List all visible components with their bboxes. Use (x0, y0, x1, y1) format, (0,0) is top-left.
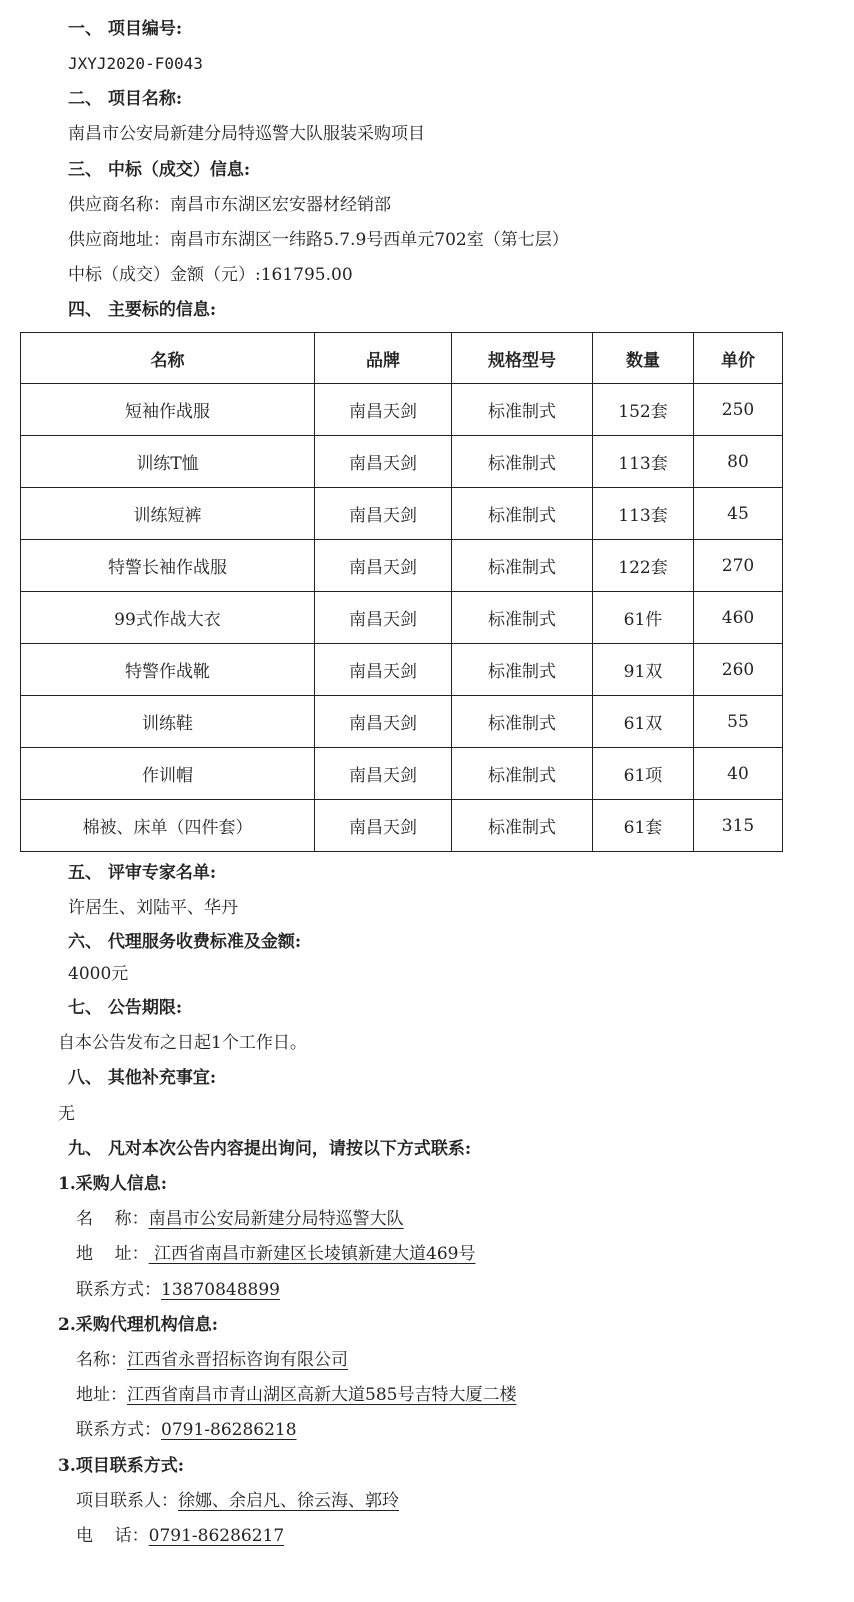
announcement-period: 自本公告发布之日起1个工作日。 (58, 1033, 307, 1053)
items-table (20, 332, 783, 852)
agency-name-value: 江西省永晋招标咨询有限公司 (127, 1350, 348, 1370)
project-contact-person-label: 项目联系人： (76, 1491, 178, 1511)
cell-quantity: 61双 (593, 696, 694, 748)
other-matters: 无 (58, 1104, 75, 1124)
cell-unit-price: 80 (694, 436, 783, 488)
cell-spec: 标准制式 (452, 540, 593, 592)
agency-address-row (76, 1384, 516, 1406)
table-row (21, 696, 783, 748)
cell-name: 训练T恤 (21, 436, 315, 488)
agency-heading: 2.采购代理机构信息: (58, 1315, 219, 1335)
table-row (21, 748, 783, 800)
cell-name: 作训帽 (21, 748, 315, 800)
cell-brand: 南昌天剑 (315, 592, 452, 644)
cell-brand: 南昌天剑 (315, 748, 452, 800)
cell-brand: 南昌天剑 (315, 696, 452, 748)
purchaser-address-row (76, 1243, 475, 1265)
agency-contact-value: 0791-86286218 (161, 1420, 297, 1440)
cell-brand: 南昌天剑 (315, 644, 452, 696)
cell-unit-price: 260 (694, 644, 783, 696)
cell-spec: 标准制式 (452, 748, 593, 800)
cell-spec: 标准制式 (452, 488, 593, 540)
section-9-title: 九、 凡对本次公告内容提出询问，请按以下方式联系: (68, 1139, 472, 1159)
cell-spec: 标准制式 (452, 384, 593, 436)
purchaser-name-value: 南昌市公安局新建分局特巡警大队 (148, 1209, 404, 1229)
project-contact-phone-row (76, 1525, 284, 1547)
cell-unit-price: 55 (694, 696, 783, 748)
cell-name: 99式作战大衣 (21, 592, 315, 644)
cell-name: 棉被、床单（四件套） (21, 800, 315, 852)
winning-amount: 中标（成交）金额（元）:161795.00 (68, 265, 353, 285)
section-8-title: 八、 其他补充事宜: (68, 1068, 217, 1088)
cell-brand: 南昌天剑 (315, 436, 452, 488)
section-3-title: 三、 中标（成交）信息: (68, 160, 251, 180)
cell-name: 训练短裤 (21, 488, 315, 540)
supplier-address: 供应商地址：南昌市东湖区一纬路5.7.9号西单元702室（第七层） (68, 230, 569, 250)
header-name: 名称 (21, 333, 315, 384)
section-1-title: 一、 项目编号: (68, 19, 183, 39)
cell-unit-price: 270 (694, 540, 783, 592)
cell-spec: 标准制式 (452, 800, 593, 852)
section-7-title: 七、 公告期限: (68, 998, 183, 1018)
project-contact-heading: 3.项目联系方式: (58, 1456, 185, 1476)
table-row (21, 800, 783, 852)
purchaser-contact-label: 联系方式： (76, 1280, 161, 1300)
agency-address-label: 地址： (76, 1385, 127, 1405)
table-row (21, 540, 783, 592)
cell-name: 训练鞋 (21, 696, 315, 748)
table-row (21, 592, 783, 644)
cell-name: 特警作战靴 (21, 644, 315, 696)
agency-contact-row (76, 1419, 297, 1441)
project-contact-phone-label: 电 话： (76, 1526, 149, 1546)
agency-name-row (76, 1349, 348, 1371)
cell-quantity: 122套 (593, 540, 694, 592)
cell-brand: 南昌天剑 (315, 540, 452, 592)
cell-quantity: 61套 (593, 800, 694, 852)
table-row (21, 436, 783, 488)
table-row (21, 384, 783, 436)
cell-spec: 标准制式 (452, 696, 593, 748)
project-contact-person-row (76, 1490, 399, 1512)
header-brand: 品牌 (315, 333, 452, 384)
purchaser-address-label: 地 址： (76, 1244, 149, 1264)
project-contact-person-value: 徐娜、余启凡、徐云海、郭玲 (178, 1491, 399, 1511)
cell-spec: 标准制式 (452, 592, 593, 644)
cell-unit-price: 250 (694, 384, 783, 436)
purchaser-contact-row (76, 1279, 280, 1301)
table-row (21, 644, 783, 696)
cell-quantity: 152套 (593, 384, 694, 436)
purchaser-address-value: 江西省南昌市新建区长堎镇新建大道469号 (148, 1244, 476, 1264)
supplier-name: 供应商名称：南昌市东湖区宏安器材经销部 (68, 195, 391, 215)
cell-spec: 标准制式 (452, 644, 593, 696)
agency-address-value: 江西省南昌市青山湖区高新大道585号吉特大厦二楼 (127, 1385, 517, 1405)
cell-quantity: 113套 (593, 436, 694, 488)
agency-fee: 4000元 (68, 964, 129, 984)
cell-name: 短袖作战服 (21, 384, 315, 436)
cell-quantity: 61项 (593, 748, 694, 800)
cell-unit-price: 45 (694, 488, 783, 540)
cell-brand: 南昌天剑 (315, 384, 452, 436)
cell-quantity: 113套 (593, 488, 694, 540)
section-2-title: 二、 项目名称: (68, 89, 183, 109)
project-number: JXYJ2020-F0043 (68, 54, 203, 73)
purchaser-contact-value: 13870848899 (161, 1280, 280, 1300)
table-row (21, 488, 783, 540)
cell-quantity: 91双 (593, 644, 694, 696)
project-name: 南昌市公安局新建分局特巡警大队服装采购项目 (68, 124, 425, 144)
cell-unit-price: 460 (694, 592, 783, 644)
cell-quantity: 61件 (593, 592, 694, 644)
cell-name: 特警长袖作战服 (21, 540, 315, 592)
table-header-row (21, 333, 783, 384)
header-spec: 规格型号 (452, 333, 593, 384)
header-quantity: 数量 (593, 333, 694, 384)
cell-brand: 南昌天剑 (315, 488, 452, 540)
section-5-title: 五、 评审专家名单: (68, 863, 217, 883)
purchaser-heading: 1.采购人信息: (58, 1174, 168, 1194)
header-unit-price: 单价 (694, 333, 783, 384)
cell-unit-price: 315 (694, 800, 783, 852)
section-6-title: 六、 代理服务收费标准及金额: (68, 932, 302, 952)
cell-brand: 南昌天剑 (315, 800, 452, 852)
cell-spec: 标准制式 (452, 436, 593, 488)
section-4-title: 四、 主要标的信息: (68, 300, 217, 320)
purchaser-name-row (76, 1208, 404, 1230)
project-contact-phone-value: 0791-86286217 (148, 1526, 285, 1546)
cell-unit-price: 40 (694, 748, 783, 800)
agency-name-label: 名称： (76, 1350, 127, 1370)
agency-contact-label: 联系方式： (76, 1420, 161, 1440)
review-experts: 许居生、刘陆平、华丹 (68, 898, 238, 918)
purchaser-name-label: 名 称： (76, 1209, 149, 1229)
